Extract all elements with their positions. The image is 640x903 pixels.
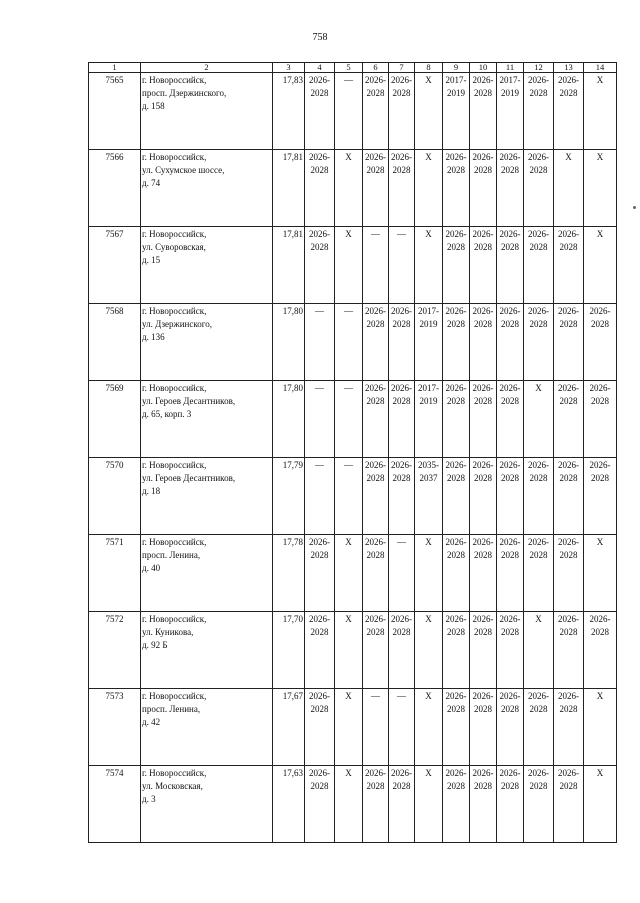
table-row <box>89 766 617 843</box>
period-cell: 2026- 2028 <box>443 766 470 843</box>
period-cell: 2026- 2028 <box>584 612 617 689</box>
period-cell: 2026- 2028 <box>554 689 584 766</box>
period-cell: Х <box>584 535 617 612</box>
address-cell: г. Новороссийск, ул. Сухумское шоссе, д. 74 <box>141 150 273 227</box>
column-number: 10 <box>470 63 497 73</box>
value-cell: 17,70 <box>273 612 305 689</box>
period-cell: 2026- 2028 <box>497 227 524 304</box>
record-number: 7565 <box>89 73 141 150</box>
period-cell: 2026- 2028 <box>389 766 415 843</box>
table-row <box>89 689 617 766</box>
period-cell: 2026- 2028 <box>524 689 554 766</box>
page-number: 758 <box>312 32 328 43</box>
period-cell: 2026- 2028 <box>524 227 554 304</box>
record-number: 7566 <box>89 150 141 227</box>
address-cell: г. Новороссийск, просп. Ленина, д. 40 <box>141 535 273 612</box>
period-cell: 2026- 2028 <box>470 381 497 458</box>
period-cell: — <box>335 381 363 458</box>
period-cell: 2026- 2028 <box>443 150 470 227</box>
period-cell: 2026- 2028 <box>497 689 524 766</box>
column-number: 3 <box>273 63 305 73</box>
period-cell: 2026- 2028 <box>524 766 554 843</box>
period-cell: Х <box>584 73 617 150</box>
period-cell: Х <box>335 612 363 689</box>
period-cell: Х <box>335 227 363 304</box>
period-cell: 2026- 2028 <box>363 381 389 458</box>
period-cell: Х <box>584 227 617 304</box>
period-cell: — <box>363 227 389 304</box>
period-cell: 2026- 2028 <box>554 458 584 535</box>
period-cell: 2017- 2019 <box>443 73 470 150</box>
period-cell: 2026- 2028 <box>470 689 497 766</box>
value-cell: 17,67 <box>273 689 305 766</box>
period-cell: 2026- 2028 <box>443 612 470 689</box>
record-number: 7567 <box>89 227 141 304</box>
period-cell: 2026- 2028 <box>470 612 497 689</box>
table-row <box>89 227 617 304</box>
period-cell: 2026- 2028 <box>363 612 389 689</box>
period-cell: 2026- 2028 <box>363 304 389 381</box>
period-cell: 2026- 2028 <box>497 150 524 227</box>
period-cell: 2026- 2028 <box>470 227 497 304</box>
record-number: 7572 <box>89 612 141 689</box>
period-cell: 2026- 2028 <box>497 535 524 612</box>
period-cell: 2026- 2028 <box>470 304 497 381</box>
record-number: 7571 <box>89 535 141 612</box>
address-cell: г. Новороссийск, ул. Героев Десантников, д. 18 <box>141 458 273 535</box>
period-cell: 2017- 2019 <box>415 381 443 458</box>
period-cell: Х <box>335 689 363 766</box>
value-cell: 17,78 <box>273 535 305 612</box>
address-cell: г. Новороссийск, просп. Ленина, д. 42 <box>141 689 273 766</box>
column-number: 5 <box>335 63 363 73</box>
period-cell: 2026- 2028 <box>305 766 335 843</box>
period-cell: 2026- 2028 <box>443 381 470 458</box>
period-cell: 2026- 2028 <box>524 73 554 150</box>
column-number: 8 <box>415 63 443 73</box>
record-number: 7570 <box>89 458 141 535</box>
record-number: 7573 <box>89 689 141 766</box>
period-cell: 2026- 2028 <box>389 73 415 150</box>
table-row <box>89 381 617 458</box>
period-cell: 2026- 2028 <box>554 535 584 612</box>
address-cell: г. Новороссийск, просп. Дзержинского, д. 158 <box>141 73 273 150</box>
address-cell: г. Новороссийск, ул. Куникова, д. 92 Б <box>141 612 273 689</box>
period-cell: 2026- 2028 <box>470 458 497 535</box>
value-cell: 17,80 <box>273 304 305 381</box>
record-number: 7574 <box>89 766 141 843</box>
period-cell: 2026- 2028 <box>497 612 524 689</box>
period-cell: — <box>389 535 415 612</box>
period-cell: 2026- 2028 <box>497 766 524 843</box>
period-cell: 2026- 2028 <box>524 535 554 612</box>
period-cell: — <box>389 227 415 304</box>
period-cell: Х <box>554 150 584 227</box>
table-row <box>89 150 617 227</box>
table-row <box>89 73 617 150</box>
period-cell: 2026- 2028 <box>305 73 335 150</box>
period-cell: 2026- 2028 <box>470 150 497 227</box>
period-cell: — <box>305 381 335 458</box>
period-cell: 2017- 2019 <box>497 73 524 150</box>
period-cell: Х <box>584 689 617 766</box>
record-number: 7568 <box>89 304 141 381</box>
column-number: 9 <box>443 63 470 73</box>
period-cell: 2035- 2037 <box>415 458 443 535</box>
column-number: 14 <box>584 63 617 73</box>
table-row <box>89 304 617 381</box>
period-cell: 2026- 2028 <box>470 535 497 612</box>
period-cell: 2026- 2028 <box>554 73 584 150</box>
period-cell: 2026- 2028 <box>305 227 335 304</box>
period-cell: Х <box>415 766 443 843</box>
period-cell: 2026- 2028 <box>305 150 335 227</box>
address-cell: г. Новороссийск, ул. Московская, д. 3 <box>141 766 273 843</box>
column-number: 11 <box>497 63 524 73</box>
column-number: 6 <box>363 63 389 73</box>
period-cell: 2026- 2028 <box>389 304 415 381</box>
period-cell: Х <box>415 150 443 227</box>
column-number: 1 <box>89 63 141 73</box>
period-cell: 2026- 2028 <box>554 612 584 689</box>
table-row <box>89 458 617 535</box>
period-cell: 2026- 2028 <box>584 381 617 458</box>
address-cell: г. Новороссийск, ул. Героев Десантников, д. 65, корп. 3 <box>141 381 273 458</box>
period-cell: — <box>389 689 415 766</box>
value-cell: 17,79 <box>273 458 305 535</box>
period-cell: 2026- 2028 <box>443 689 470 766</box>
column-number: 12 <box>524 63 554 73</box>
period-cell: 2026- 2028 <box>389 458 415 535</box>
period-cell: 2017- 2019 <box>415 304 443 381</box>
period-cell: 2026- 2028 <box>554 766 584 843</box>
period-cell: 2026- 2028 <box>524 458 554 535</box>
period-cell: 2026- 2028 <box>497 304 524 381</box>
period-cell: 2026- 2028 <box>470 766 497 843</box>
scan-speck <box>633 206 636 209</box>
record-number: 7569 <box>89 381 141 458</box>
value-cell: 17,63 <box>273 766 305 843</box>
period-cell: 2026- 2028 <box>497 381 524 458</box>
period-cell: 2026- 2028 <box>389 612 415 689</box>
column-number: 7 <box>389 63 415 73</box>
period-cell: Х <box>415 689 443 766</box>
period-cell: 2026- 2028 <box>305 689 335 766</box>
address-cell: г. Новороссийск, ул. Суворовская, д. 15 <box>141 227 273 304</box>
value-cell: 17,81 <box>273 150 305 227</box>
period-cell: 2026- 2028 <box>584 304 617 381</box>
period-cell: — <box>335 458 363 535</box>
period-cell: 2026- 2028 <box>470 73 497 150</box>
period-cell: 2026- 2028 <box>443 304 470 381</box>
period-cell: Х <box>415 227 443 304</box>
period-cell: Х <box>415 612 443 689</box>
period-cell: 2026- 2028 <box>363 73 389 150</box>
address-cell: г. Новороссийск, ул. Дзержинского, д. 136 <box>141 304 273 381</box>
period-cell: — <box>363 689 389 766</box>
table-row <box>89 612 617 689</box>
period-cell: Х <box>335 766 363 843</box>
table-body <box>89 63 617 843</box>
period-cell: Х <box>415 73 443 150</box>
period-cell: — <box>335 304 363 381</box>
period-cell: 2026- 2028 <box>554 381 584 458</box>
register-table <box>88 62 617 843</box>
period-cell: Х <box>415 535 443 612</box>
period-cell: 2026- 2028 <box>584 458 617 535</box>
period-cell: Х <box>524 381 554 458</box>
period-cell: 2026- 2028 <box>305 612 335 689</box>
period-cell: 2026- 2028 <box>524 304 554 381</box>
period-cell: — <box>305 304 335 381</box>
period-cell: 2026- 2028 <box>554 227 584 304</box>
table-row <box>89 535 617 612</box>
period-cell: Х <box>584 766 617 843</box>
column-number-row <box>89 63 617 73</box>
period-cell: Х <box>335 150 363 227</box>
period-cell: — <box>335 73 363 150</box>
period-cell: 2026- 2028 <box>389 150 415 227</box>
period-cell: Х <box>335 535 363 612</box>
value-cell: 17,83 <box>273 73 305 150</box>
value-cell: 17,80 <box>273 381 305 458</box>
period-cell: 2026- 2028 <box>443 227 470 304</box>
column-number: 13 <box>554 63 584 73</box>
value-cell: 17,81 <box>273 227 305 304</box>
column-number: 4 <box>305 63 335 73</box>
period-cell: 2026- 2028 <box>363 766 389 843</box>
column-number: 2 <box>141 63 273 73</box>
period-cell: 2026- 2028 <box>363 150 389 227</box>
period-cell: 2026- 2028 <box>443 458 470 535</box>
period-cell: 2026- 2028 <box>389 381 415 458</box>
period-cell: 2026- 2028 <box>443 535 470 612</box>
period-cell: 2026- 2028 <box>363 535 389 612</box>
period-cell: Х <box>584 150 617 227</box>
period-cell: Х <box>524 612 554 689</box>
period-cell: 2026- 2028 <box>554 304 584 381</box>
period-cell: 2026- 2028 <box>363 458 389 535</box>
period-cell: — <box>305 458 335 535</box>
period-cell: 2026- 2028 <box>305 535 335 612</box>
period-cell: 2026- 2028 <box>524 150 554 227</box>
period-cell: 2026- 2028 <box>497 458 524 535</box>
